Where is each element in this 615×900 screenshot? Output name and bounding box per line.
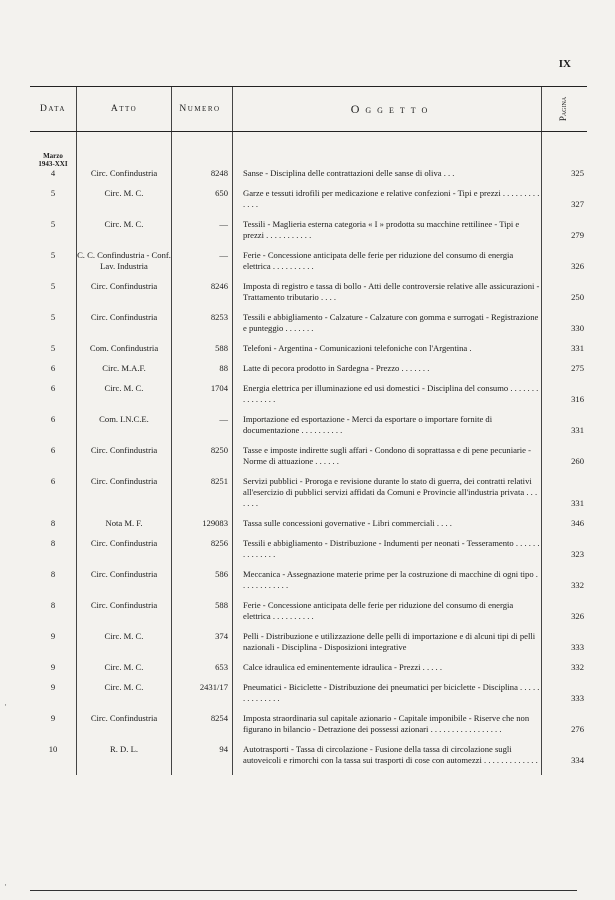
row-day: 5 xyxy=(50,281,56,291)
row-day-cell xyxy=(30,343,77,363)
row-atto-cell xyxy=(77,281,172,312)
row-day: 4 xyxy=(50,168,56,178)
row-page-cell xyxy=(542,476,588,518)
row-numero-cell xyxy=(172,383,233,414)
row-oggetto-cell xyxy=(233,538,542,569)
row-day-cell xyxy=(30,476,77,518)
row-atto: Circ. Confindustria xyxy=(90,445,158,455)
row-numero-cell xyxy=(172,281,233,312)
row-atto-cell xyxy=(77,363,172,383)
row-day: 8 xyxy=(50,518,56,528)
table-row xyxy=(30,281,587,312)
row-page: 332 xyxy=(571,580,584,590)
row-oggetto-cell xyxy=(233,312,542,343)
row-day-cell xyxy=(30,518,77,538)
row-numero-cell xyxy=(172,219,233,250)
row-atto-cell xyxy=(77,445,172,476)
row-page-cell xyxy=(542,744,588,775)
row-atto: Circ. M. C. xyxy=(104,219,144,229)
margin-mark: · xyxy=(4,700,7,710)
row-atto: R. D. L. xyxy=(110,744,138,754)
row-numero-cell xyxy=(172,312,233,343)
row-oggetto: Tassa sulle concessioni governative - Libri commerciali . . . . xyxy=(243,518,452,528)
row-atto-cell xyxy=(77,662,172,682)
row-oggetto-cell xyxy=(233,744,542,775)
row-page-cell xyxy=(542,445,588,476)
row-numero: 88 xyxy=(219,363,228,373)
row-day-cell xyxy=(30,744,77,775)
row-atto: Circ. Confindustria xyxy=(90,538,158,548)
row-day: 9 xyxy=(50,682,56,692)
table-row xyxy=(30,250,587,281)
row-oggetto: Tessili e abbigliamento - Distribuzione - Indumenti per neonati - Tesseramento . . . . . . . . . . . . . . xyxy=(243,538,540,559)
row-page: 323 xyxy=(571,549,584,559)
row-atto-cell xyxy=(77,250,172,281)
row-numero-cell xyxy=(172,363,233,383)
row-atto: Circ. Confindustria xyxy=(90,312,158,322)
row-numero: 650 xyxy=(215,188,228,198)
row-page: 331 xyxy=(571,425,584,435)
row-numero-cell xyxy=(172,188,233,219)
row-oggetto-cell xyxy=(233,445,542,476)
row-atto: Com. Confindustria xyxy=(89,343,159,353)
table-row xyxy=(30,600,587,631)
row-atto-cell xyxy=(77,383,172,414)
row-numero-cell xyxy=(172,414,233,445)
row-page: 346 xyxy=(571,518,584,528)
margin-mark: · xyxy=(4,880,7,890)
row-atto-cell xyxy=(77,476,172,518)
row-numero: 588 xyxy=(215,343,228,353)
row-page: 331 xyxy=(571,498,584,508)
row-day: 6 xyxy=(50,414,56,424)
row-oggetto-cell xyxy=(233,713,542,744)
row-oggetto-cell xyxy=(233,168,542,188)
row-oggetto-cell xyxy=(233,363,542,383)
row-atto-cell xyxy=(77,682,172,713)
row-numero-cell xyxy=(172,168,233,188)
row-atto: Circ. Confindustria xyxy=(90,569,158,579)
row-numero: 586 xyxy=(215,569,228,579)
table-row xyxy=(30,518,587,538)
row-oggetto-cell xyxy=(233,188,542,219)
row-day: 5 xyxy=(50,312,56,322)
row-day-cell xyxy=(30,281,77,312)
row-page: 279 xyxy=(571,230,584,240)
row-day-cell xyxy=(30,312,77,343)
row-atto: Circ. M. C. xyxy=(104,682,144,692)
row-page: 316 xyxy=(571,394,584,404)
row-day-cell xyxy=(30,250,77,281)
row-numero: 8253 xyxy=(210,312,228,322)
page-number: IX xyxy=(558,58,571,70)
row-atto-cell xyxy=(77,188,172,219)
row-day: 8 xyxy=(50,538,56,548)
row-oggetto-cell xyxy=(233,281,542,312)
row-oggetto: Energia elettrica per illuminazione ed usi domestici - Disciplina del consumo . . . . . . . . . . . . . . . xyxy=(243,383,539,404)
row-numero-cell xyxy=(172,476,233,518)
header-atto: Atto xyxy=(77,87,172,132)
row-day: 8 xyxy=(50,600,56,610)
row-oggetto-cell xyxy=(233,343,542,363)
row-page-cell xyxy=(542,713,588,744)
row-page-cell xyxy=(542,281,588,312)
row-numero: — xyxy=(219,219,228,229)
row-oggetto-cell xyxy=(233,631,542,662)
row-oggetto-cell xyxy=(233,476,542,518)
row-oggetto: Pneumatici - Biciclette - Distribuzione dei pneumatici per biciclette - Disciplina . . . . . . . . . . . . . . xyxy=(243,682,540,703)
row-atto: C. C. Confindustria - Conf. Lav. Industria xyxy=(77,250,171,271)
row-atto: Circ. M. C. xyxy=(104,662,144,672)
row-day: 5 xyxy=(50,219,56,229)
row-oggetto: Servizi pubblici - Proroga e revisione durante lo stato di guerra, dei contratti relativi all'esercizio di pubblici servizi affidati da Comuni e Provincie all'industria privata . . . . . . . xyxy=(243,476,538,508)
row-numero: 8256 xyxy=(210,538,228,548)
month-name: Marzo xyxy=(43,152,63,160)
row-atto-cell xyxy=(77,569,172,600)
month-year: 1943-XXI xyxy=(38,160,68,168)
row-numero: — xyxy=(219,414,228,424)
row-oggetto-cell xyxy=(233,682,542,713)
row-numero-cell xyxy=(172,600,233,631)
table-row xyxy=(30,414,587,445)
row-day-cell xyxy=(30,168,77,188)
row-numero-cell xyxy=(172,713,233,744)
row-atto-cell xyxy=(77,538,172,569)
row-page: 333 xyxy=(571,642,584,652)
table-row xyxy=(30,363,587,383)
header-row xyxy=(30,87,587,132)
row-page-cell xyxy=(542,188,588,219)
row-day-cell xyxy=(30,363,77,383)
row-day: 6 xyxy=(50,383,56,393)
row-atto-cell xyxy=(77,713,172,744)
header-numero: Numero xyxy=(172,87,233,132)
row-numero: 374 xyxy=(215,631,228,641)
table-row xyxy=(30,682,587,713)
row-numero: 8254 xyxy=(210,713,228,723)
row-oggetto: Ferie - Concessione anticipata delle ferie per riduzione del consumo di energia elettrica . . . . . . . . . . xyxy=(243,600,514,621)
row-page-cell xyxy=(542,363,588,383)
row-numero: 8251 xyxy=(210,476,228,486)
row-numero: 588 xyxy=(215,600,228,610)
row-day-cell xyxy=(30,188,77,219)
footer-rule xyxy=(30,890,577,891)
row-numero-cell xyxy=(172,744,233,775)
table-row xyxy=(30,312,587,343)
row-oggetto-cell xyxy=(233,569,542,600)
row-atto: Circ. Confindustria xyxy=(90,713,158,723)
row-day: 6 xyxy=(50,363,56,373)
row-oggetto-cell xyxy=(233,219,542,250)
header-pagina xyxy=(542,87,588,132)
row-day-cell xyxy=(30,219,77,250)
row-oggetto: Telefoni - Argentina - Comunicazioni telefoniche con l'Argentina . xyxy=(243,343,472,353)
row-day: 9 xyxy=(50,631,56,641)
row-page: 275 xyxy=(571,363,584,373)
row-page-cell xyxy=(542,631,588,662)
row-day-cell xyxy=(30,682,77,713)
row-day: 10 xyxy=(48,744,58,754)
row-numero: 2431/17 xyxy=(199,682,228,692)
row-page: 325 xyxy=(571,168,584,178)
row-oggetto: Garze e tessuti idrofili per medicazione e relative confezioni - Tipi e prezzi . . . . . . . . . . . . . xyxy=(243,188,540,209)
row-day: 9 xyxy=(50,713,56,723)
row-atto: Circ. M. C. xyxy=(104,631,144,641)
row-numero-cell xyxy=(172,538,233,569)
row-page: 326 xyxy=(571,261,584,271)
row-atto: Circ. Confindustria xyxy=(90,476,158,486)
row-oggetto: Tessili e abbigliamento - Calzature - Calzature con gomma e surrogati - Registrazione e punteggio . . . . . . . xyxy=(243,312,539,333)
row-page-cell xyxy=(542,518,588,538)
row-day-cell xyxy=(30,713,77,744)
table-row xyxy=(30,168,587,188)
row-page-cell xyxy=(542,168,588,188)
row-oggetto: Tessili - Maglieria esterna categoria « I » prodotta su macchine rettilinee - Tipi e prezzi . . . . . . . . . . . xyxy=(243,219,520,240)
row-oggetto: Importazione ed esportazione - Merci da esportare o importare fornite di documentazione . . . . . . . . . . xyxy=(243,414,493,435)
row-numero: 8246 xyxy=(210,281,228,291)
table-row xyxy=(30,631,587,662)
row-atto: Circ. M.A.F. xyxy=(102,363,146,373)
table-row xyxy=(30,538,587,569)
table-row xyxy=(30,744,587,775)
row-oggetto: Imposta straordinaria sul capitale azionario - Capitale imponibile - Riserve che non figurano in bilancio - Detrazione dei possessi azionari . . . . . . . . . . . . . . . . . xyxy=(243,713,530,734)
row-page: 334 xyxy=(571,755,584,765)
month-cell xyxy=(30,132,77,169)
row-atto-cell xyxy=(77,518,172,538)
row-page-cell xyxy=(542,569,588,600)
row-atto-cell xyxy=(77,312,172,343)
row-page-cell xyxy=(542,600,588,631)
row-page: 326 xyxy=(571,611,584,621)
row-numero: 129083 xyxy=(202,518,228,528)
row-atto-cell xyxy=(77,631,172,662)
header-pagina-label: Pagina xyxy=(558,96,568,122)
row-numero-cell xyxy=(172,343,233,363)
row-page-cell xyxy=(542,219,588,250)
row-page: 250 xyxy=(571,292,584,302)
row-numero-cell xyxy=(172,569,233,600)
row-numero: 8248 xyxy=(210,168,228,178)
header-oggetto: Oggetto xyxy=(233,87,542,132)
row-numero-cell xyxy=(172,250,233,281)
row-page: 327 xyxy=(571,199,584,209)
row-page: 331 xyxy=(571,343,584,353)
row-day-cell xyxy=(30,569,77,600)
row-page: 333 xyxy=(571,693,584,703)
row-oggetto: Imposta di registro e tassa di bollo - Atti delle controversie relative alle assicurazioni - Trattamento tributario . . . . xyxy=(243,281,540,302)
row-day: 5 xyxy=(50,188,56,198)
row-oggetto: Tasse e imposte indirette sugli affari - Condono di soprattassa e di pene pecuniarie - Norme di attuazione . . . . . . xyxy=(243,445,531,466)
row-page-cell xyxy=(542,662,588,682)
row-day: 6 xyxy=(50,445,56,455)
row-day: 6 xyxy=(50,476,56,486)
table-row xyxy=(30,188,587,219)
table-row xyxy=(30,569,587,600)
row-oggetto: Ferie - Concessione anticipata delle ferie per riduzione del consumo di energia elettrica . . . . . . . . . . xyxy=(243,250,514,271)
row-page-cell xyxy=(542,414,588,445)
row-numero-cell xyxy=(172,631,233,662)
table-row xyxy=(30,343,587,363)
row-day-cell xyxy=(30,445,77,476)
row-page: 276 xyxy=(571,724,584,734)
table-row xyxy=(30,445,587,476)
row-day-cell xyxy=(30,383,77,414)
row-atto: Circ. M. C. xyxy=(104,188,144,198)
row-day: 8 xyxy=(50,569,56,579)
row-page-cell xyxy=(542,538,588,569)
row-atto: Circ. Confindustria xyxy=(90,600,158,610)
row-oggetto-cell xyxy=(233,250,542,281)
row-atto: Nota M. F. xyxy=(105,518,143,528)
row-oggetto: Calce idraulica ed eminentemente idraulica - Prezzi . . . . . xyxy=(243,662,442,672)
row-oggetto: Meccanica - Assegnazione materie prime per la costruzione di macchine di ogni tipo . . . . . . . . . . . . xyxy=(243,569,538,590)
row-page: 260 xyxy=(571,456,584,466)
row-atto: Circ. M. C. xyxy=(104,383,144,393)
table-row xyxy=(30,662,587,682)
table-row xyxy=(30,713,587,744)
table-row xyxy=(30,219,587,250)
row-numero: — xyxy=(219,250,228,260)
row-numero-cell xyxy=(172,445,233,476)
row-page-cell xyxy=(542,383,588,414)
row-numero-cell xyxy=(172,518,233,538)
row-numero-cell xyxy=(172,682,233,713)
row-page: 330 xyxy=(571,323,584,333)
row-page: 332 xyxy=(571,662,584,672)
row-oggetto: Pelli - Distribuzione e utilizzazione delle pelli di importazione e di alcuni tipi di pelli nazionali - Disciplina - Disposizioni integrative xyxy=(243,631,536,652)
row-atto: Circ. Confindustria xyxy=(90,168,158,178)
row-numero: 94 xyxy=(219,744,228,754)
row-page-cell xyxy=(542,250,588,281)
row-oggetto: Autotrasporti - Tassa di circolazione - Fusione della tassa di circolazione sugli autoveicoli e rimorchi con la tassa sui trasporti di cose con automezzi . . . . . . . . . . . . . xyxy=(243,744,538,765)
row-oggetto-cell xyxy=(233,600,542,631)
row-day: 9 xyxy=(50,662,56,672)
row-oggetto: Latte di pecora prodotto in Sardegna - Prezzo . . . . . . . xyxy=(243,363,430,373)
table-row xyxy=(30,383,587,414)
row-numero: 8250 xyxy=(210,445,228,455)
header-data: Data xyxy=(30,87,77,132)
row-day-cell xyxy=(30,631,77,662)
row-day-cell xyxy=(30,600,77,631)
row-atto-cell xyxy=(77,744,172,775)
row-day: 5 xyxy=(50,343,56,353)
row-oggetto: Sanse - Disciplina delle contrattazioni delle sanse di oliva . . . xyxy=(243,168,455,178)
row-atto-cell xyxy=(77,343,172,363)
row-atto: Com. I.N.C.E. xyxy=(99,414,149,424)
row-day-cell xyxy=(30,414,77,445)
row-atto-cell xyxy=(77,168,172,188)
row-day-cell xyxy=(30,662,77,682)
row-page-cell xyxy=(542,682,588,713)
row-oggetto-cell xyxy=(233,518,542,538)
row-page-cell xyxy=(542,343,588,363)
row-oggetto-cell xyxy=(233,414,542,445)
index-table xyxy=(30,86,587,775)
row-atto-cell xyxy=(77,414,172,445)
row-atto-cell xyxy=(77,600,172,631)
row-numero: 653 xyxy=(215,662,228,672)
row-atto: Circ. Confindustria xyxy=(90,281,158,291)
row-day: 5 xyxy=(50,250,56,260)
row-numero-cell xyxy=(172,662,233,682)
row-day-cell xyxy=(30,538,77,569)
row-oggetto-cell xyxy=(233,383,542,414)
row-oggetto-cell xyxy=(233,662,542,682)
table-row xyxy=(30,476,587,518)
month-row xyxy=(30,132,587,169)
row-atto-cell xyxy=(77,219,172,250)
row-page-cell xyxy=(542,312,588,343)
row-numero: 1704 xyxy=(210,383,228,393)
